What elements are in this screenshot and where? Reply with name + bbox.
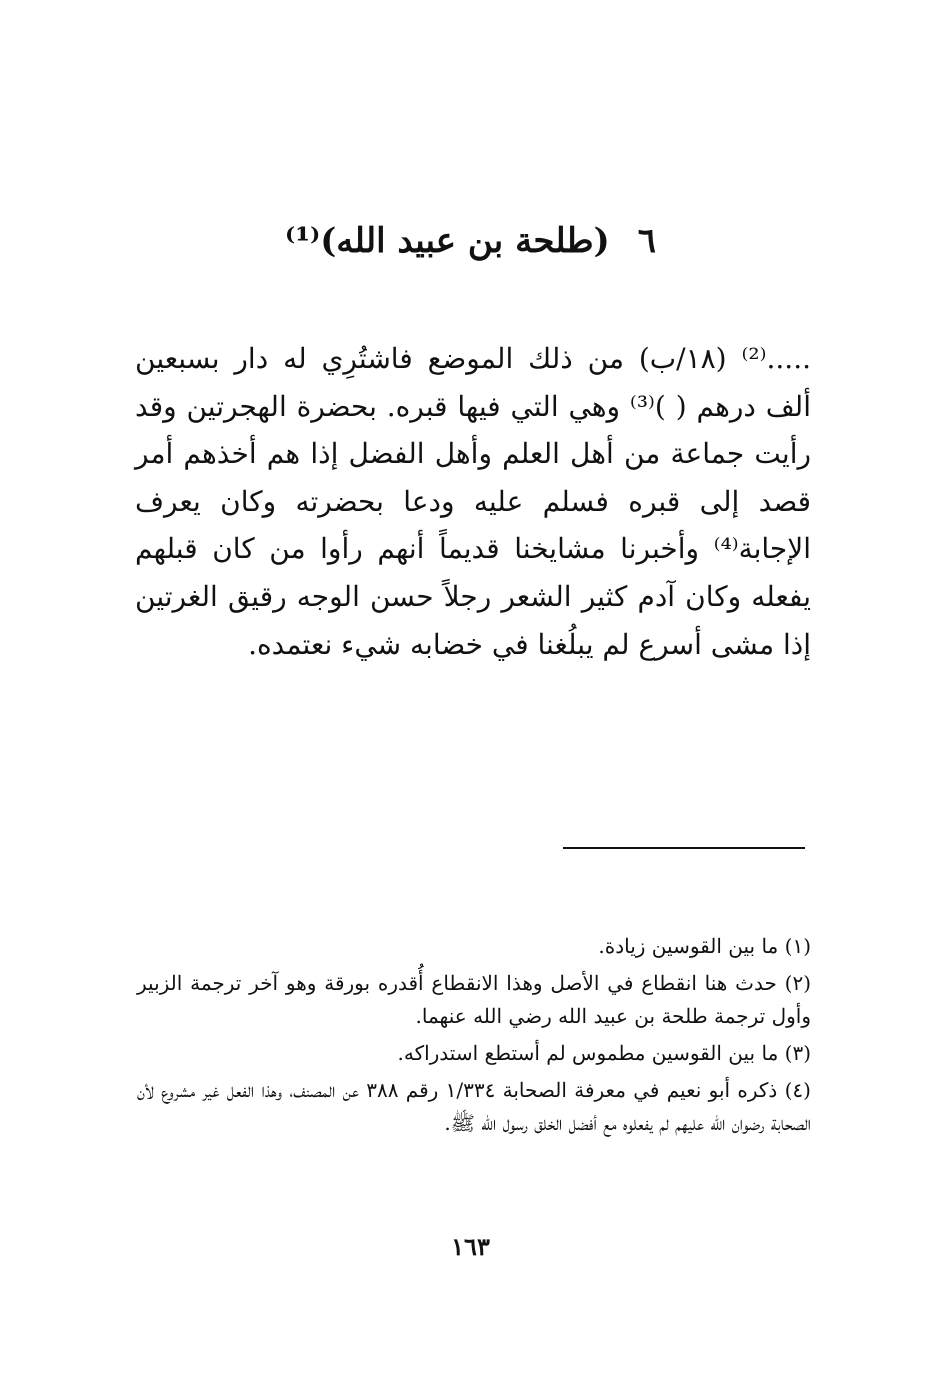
entry-title: (طلحة بن عبيد الله)⁽¹⁾ bbox=[285, 221, 610, 261]
footnote-4: (٤) ذكره أبو نعيم في معرفة الصحابة ١/٣٣٤ رقم ٣٨٨ عن المصنف، وهذا الفعل غير مشروع لأن الصحابة رضوان الله عليهم لم يفعلوه مع أفضل الخلق رسول الله ﷺ. bbox=[137, 1078, 811, 1135]
body-paragraph: .....⁽²⁾ (١٨/ب) من ذلك الموضع فاشتُرِي له دار بسبعين ألف درهم ( )⁽³⁾ وهي التي فيها قبره. بحضرة الهجرتين وقد رأيت جماعة من أهل العلم وأهل الفضل إذا هم أخذهم أمر قصد إلى قبره فسلم عليه ودعا بحضرته وكان يعرف الإجابة⁽⁴⁾ وأخبرنا مشايخنا قديماً أنهم رأوا من كان قبلهم يفعله وكان آدم كثير الشعر رجلاً حسن الوجه رقيق الغرتين إذا مشى أسرع لم يبلُغنا في خضابه شيء نعتمده. bbox=[135, 342, 811, 661]
page-number: ١٦٣ bbox=[451, 1232, 490, 1261]
entry-number: ٦ bbox=[637, 221, 656, 261]
footnote-divider bbox=[563, 847, 805, 849]
footnotes bbox=[137, 930, 811, 1144]
footnote-2: (٢) حدث هنا انقطاع في الأصل وهذا الانقطاع أُقدره بورقة وهو آخر ترجمة الزبير وأول ترجمة طلحة بن عبيد الله رضي الله عنهما. bbox=[137, 971, 811, 1028]
footnote-3: (٣) ما بين القوسين مطموس لم أستطع استدراكه. bbox=[397, 1041, 811, 1065]
footnote-1: (١) ما بين القوسين زيادة. bbox=[598, 934, 811, 958]
entry-heading bbox=[0, 215, 941, 267]
